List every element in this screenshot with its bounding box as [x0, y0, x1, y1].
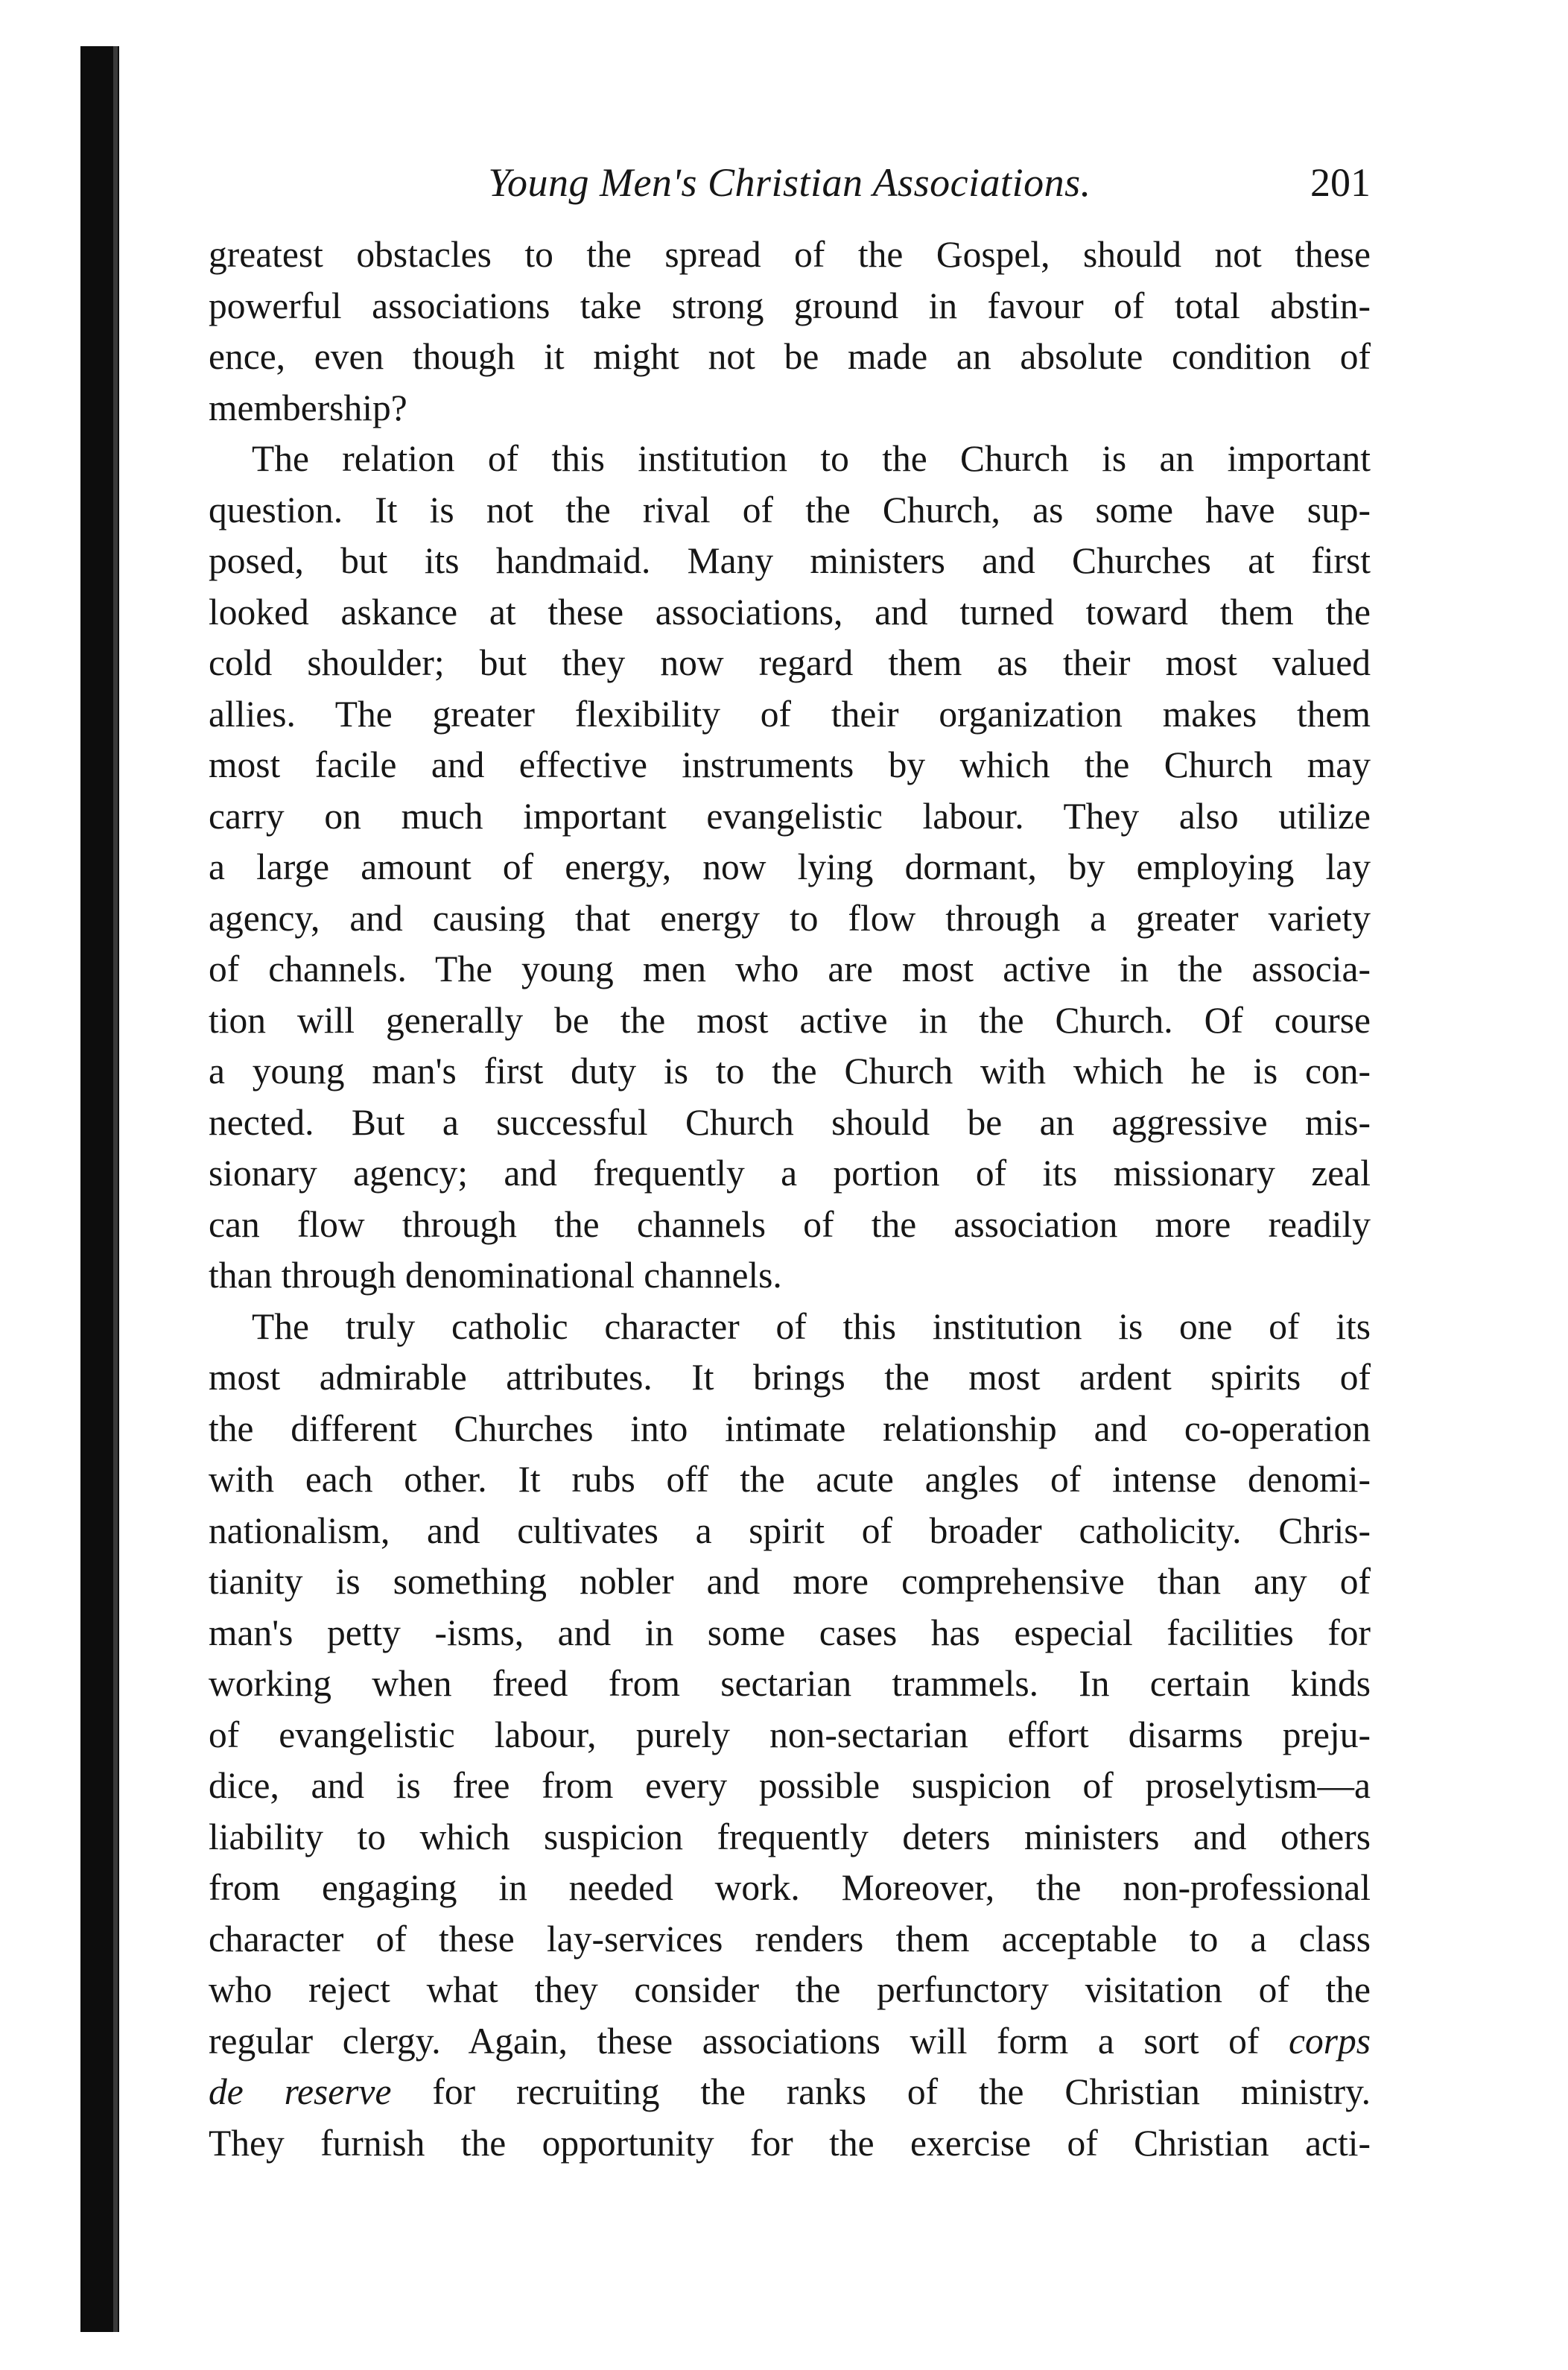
line-text: of evangelistic labour, purely non-sectarian effort disarms preju-	[209, 1714, 1371, 1755]
text-line	[209, 1761, 1371, 1812]
line-text: who reject what they consider the perfunctory visitation of the	[209, 1969, 1371, 2010]
text-line	[209, 638, 1371, 689]
text-line	[209, 893, 1371, 945]
line-text: working when freed from sectarian trammels. In certain kinds	[209, 1663, 1371, 1704]
text-line	[209, 485, 1371, 536]
line-text: looked askance at these associations, and turned toward them the	[209, 591, 1371, 633]
text-line	[209, 1658, 1371, 1710]
binding-edge	[80, 46, 119, 2332]
text-line	[209, 1352, 1371, 1404]
text-line	[209, 1965, 1371, 2016]
line-text: tion will generally be the most active in the Church. Of course	[209, 999, 1371, 1041]
line-text: tianity is something nobler and more comprehensive than any of	[209, 1561, 1371, 1602]
text-line	[209, 434, 1371, 485]
text-line	[209, 587, 1371, 639]
line-text: character of these lay-services renders them acceptable to a class	[209, 1918, 1371, 1959]
text-line	[209, 383, 1371, 434]
line-text: the different Churches into intimate relationship and co-operation	[209, 1407, 1371, 1449]
line-text: The relation of this institution to the Church is an important	[252, 438, 1371, 479]
line-text: dice, and is free from every possible suspicion of proselytism—a	[209, 1765, 1371, 1806]
book-page	[209, 149, 1371, 2310]
text-line	[209, 536, 1371, 587]
text-line	[209, 1148, 1371, 1200]
line-text: membership?	[209, 387, 407, 428]
line-text: than through denominational channels.	[209, 1255, 782, 1296]
text-line	[209, 1914, 1371, 1965]
line-text: man's petty -isms, and in some cases has especial facilities for	[209, 1612, 1371, 1653]
line-text: nected. But a successful Church should be an aggressive mis-	[209, 1101, 1371, 1143]
text-line	[209, 1608, 1371, 1659]
line-text: with each other. It rubs off the acute angles of intense denomi-	[209, 1459, 1371, 1500]
line-text: The truly catholic character of this institution is one of its	[252, 1305, 1371, 1347]
text-line	[209, 1556, 1371, 1608]
line-text: for recruiting the ranks of the Christian ministry.	[391, 2071, 1371, 2112]
line-text: most admirable attributes. It brings the most ardent spirits of	[209, 1357, 1371, 1398]
text-line	[209, 791, 1371, 843]
text-line	[209, 842, 1371, 893]
line-text: nationalism, and cultivates a spirit of broader catholicity. Chris-	[209, 1509, 1371, 1551]
line-text: most facile and effective instruments by which the Church may	[209, 744, 1371, 785]
text-line	[209, 1812, 1371, 1863]
text-line	[209, 2118, 1371, 2170]
text-line	[209, 229, 1371, 281]
running-head	[209, 149, 1371, 221]
line-text: regular clergy. Again, these associations will form a sort of	[209, 2020, 1260, 2062]
line-text: from engaging in needed work. Moreover, the non-professional	[209, 1867, 1371, 1908]
text-line	[209, 944, 1371, 995]
text-line	[209, 1454, 1371, 1506]
text-line	[209, 2067, 1371, 2118]
line-text: posed, but its handmaid. Many ministers and Churches at first	[209, 540, 1371, 581]
line-text: carry on much important evangelistic labour. They also utilize	[209, 795, 1371, 837]
line-text: agency, and causing that energy to flow through a greater variety	[209, 897, 1371, 939]
running-title: Young Men's Christian Associations.	[488, 160, 1091, 205]
line-text: a large amount of energy, now lying dormant, by employing lay	[209, 846, 1371, 887]
line-text: liability to which suspicion frequently deters ministers and others	[209, 1816, 1371, 1857]
text-line	[209, 1250, 1371, 1302]
text-line	[209, 689, 1371, 741]
text-line	[209, 1097, 1371, 1149]
line-text: sionary agency; and frequently a portion of its missionary zeal	[209, 1153, 1371, 1194]
text-line	[209, 332, 1371, 383]
body-text	[209, 229, 1371, 2169]
text-line	[209, 1506, 1371, 1557]
text-line	[209, 1200, 1371, 1251]
page-number: 201	[1310, 160, 1371, 205]
text-line	[209, 2016, 1371, 2068]
text-line	[209, 1046, 1371, 1097]
text-line	[209, 1863, 1371, 1914]
text-line	[209, 995, 1371, 1047]
line-text: greatest obstacles to the spread of the Gospel, should not these	[209, 234, 1371, 275]
line-text: They furnish the opportunity for the exercise of Christian acti-	[209, 2122, 1371, 2164]
text-line	[209, 1710, 1371, 1761]
text-line	[209, 281, 1371, 332]
line-text: question. It is not the rival of the Church, as some have sup-	[209, 489, 1371, 530]
text-line	[209, 1302, 1371, 1353]
line-text: allies. The greater flexibility of their organization makes them	[209, 693, 1371, 735]
italic-phrase: corps	[1289, 2020, 1371, 2062]
italic-phrase: de reserve	[209, 2071, 392, 2112]
text-line	[209, 740, 1371, 791]
line-text: of channels. The young men who are most active in the associa-	[209, 948, 1371, 989]
text-line	[209, 1404, 1371, 1455]
line-text: powerful associations take strong ground in favour of total abstin-	[209, 285, 1371, 326]
line-text: ence, even though it might not be made an absolute condition of	[209, 336, 1371, 377]
line-text: cold shoulder; but they now regard them as their most valued	[209, 642, 1371, 683]
line-text: can flow through the channels of the association more readily	[209, 1203, 1371, 1245]
line-text: a young man's first duty is to the Church with which he is con-	[209, 1051, 1371, 1091]
